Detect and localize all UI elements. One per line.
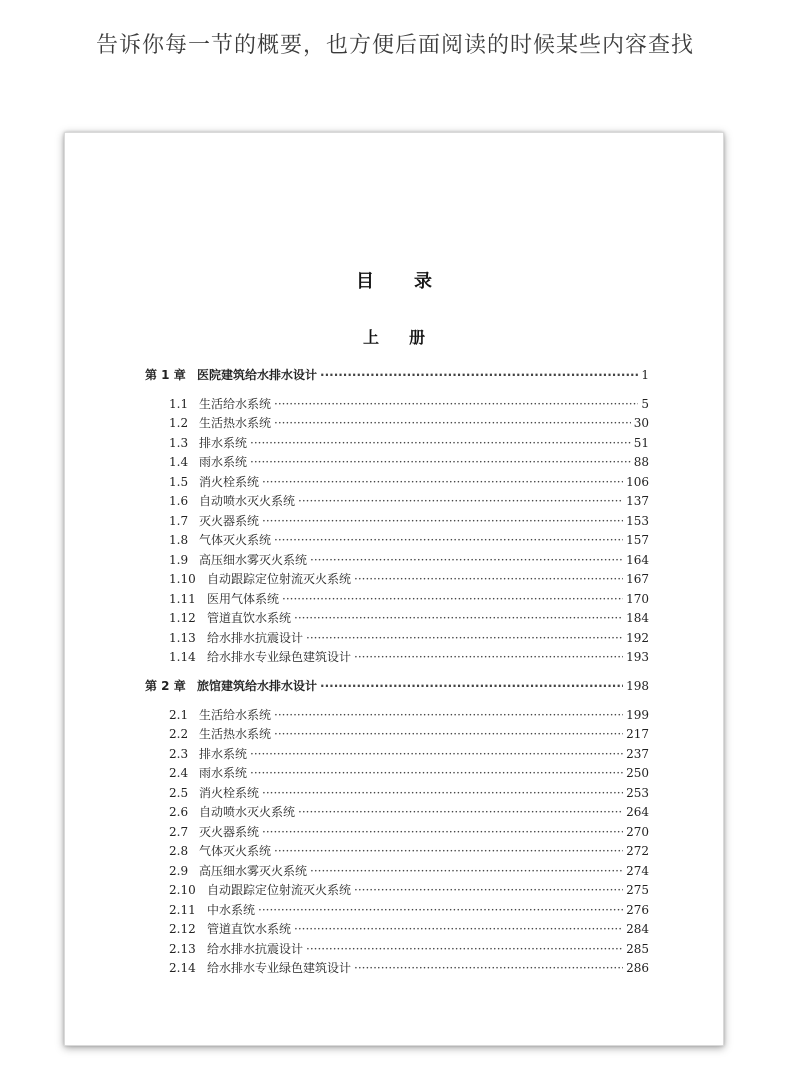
section-number: 2.3 [169,747,189,761]
section-title: 生活给水系统 [199,708,272,722]
chapter-title: 旅馆建筑给水排水设计 [197,679,318,693]
page-number: 199 [626,708,649,722]
toc-title: 目录 [356,271,472,292]
page-number: 192 [626,631,649,645]
section-title: 消火栓系统 [199,786,260,800]
section-title: 管道直饮水系统 [207,922,292,936]
section-title: 高压细水雾灭火系统 [199,553,308,567]
dot-leader [298,493,623,509]
section-number: 1.12 [169,611,196,625]
page-number: 137 [626,494,649,508]
chapter-number: 第 1 章 [145,368,186,382]
section-title: 医用气体系统 [207,592,280,606]
toc-entry[interactable] [169,591,649,607]
section-title: 气体灭火系统 [199,844,272,858]
page-number: 270 [626,825,649,839]
section-number: 2.10 [169,883,196,897]
section-number: 2.8 [169,844,189,858]
dot-leader [274,396,638,412]
dot-leader [354,649,623,665]
section-title: 自动跟踪定位射流灭火系统 [207,883,352,897]
toc-entry[interactable] [169,474,649,490]
section-title: 给水排水抗震设计 [207,942,304,956]
toc-entry[interactable] [169,726,649,742]
section-number: 1.3 [169,436,189,450]
section-number: 1.9 [169,553,189,567]
toc-entry[interactable] [169,863,649,879]
section-title: 自动跟踪定位射流灭火系统 [207,572,352,586]
page-number: 193 [626,650,649,664]
dot-leader [250,765,623,781]
dot-leader [262,824,623,840]
dot-leader [310,552,623,568]
page-number: 5 [641,397,649,411]
page-number: 106 [626,475,649,489]
section-number: 1.8 [169,533,189,547]
section-number: 1.11 [169,592,196,606]
section-title: 雨水系统 [199,455,248,469]
toc-chapter-2[interactable] [145,678,649,694]
section-title: 给水排水专业绿色建筑设计 [207,961,352,975]
toc-entry[interactable] [169,454,649,470]
banner-caption: 告诉你每一节的概要，也方便后面阅读的时候某些内容查找 [95,33,694,58]
page-number: 198 [626,679,649,693]
section-number: 2.12 [169,922,196,936]
page-number: 237 [626,747,649,761]
dot-leader [262,513,623,529]
page-number: 51 [633,436,649,450]
page-number: 276 [626,903,649,917]
toc-entry[interactable] [169,960,649,976]
toc-entry[interactable] [169,941,649,957]
section-number: 2.4 [169,766,189,780]
dot-leader [306,630,623,646]
page-number: 275 [626,883,649,897]
toc-entry[interactable] [169,824,649,840]
dot-leader [258,902,623,918]
page-number: 284 [626,922,649,936]
section-title: 排水系统 [199,436,248,450]
section-title: 高压细水雾灭火系统 [199,864,308,878]
section-title: 气体灭火系统 [199,533,272,547]
toc-entry[interactable] [169,765,649,781]
section-number: 2.11 [169,903,196,917]
section-title: 中水系统 [207,903,256,917]
dot-leader [294,610,623,626]
toc-entry[interactable] [169,649,649,665]
toc-entry[interactable] [169,746,649,762]
section-title: 生活热水系统 [199,727,272,741]
section-number: 2.6 [169,805,189,819]
chapter-number: 第 2 章 [145,679,186,693]
dot-leader [274,532,623,548]
page-number: 250 [626,766,649,780]
toc-entry[interactable] [169,882,649,898]
section-number: 2.13 [169,942,196,956]
section-title: 自动喷水灭火系统 [199,805,296,819]
dot-leader [262,474,623,490]
toc-entry[interactable] [169,493,649,509]
section-title: 自动喷水灭火系统 [199,494,296,508]
dot-leader [282,591,623,607]
section-number: 1.1 [169,397,189,411]
toc-entry[interactable] [169,843,649,859]
section-number: 1.4 [169,455,189,469]
toc-entry[interactable] [169,435,649,451]
page-number: 285 [626,942,649,956]
dot-leader [298,804,623,820]
page-number: 153 [626,514,649,528]
section-number: 1.6 [169,494,189,508]
section-title: 消火栓系统 [199,475,260,489]
toc-entry[interactable] [169,532,649,548]
section-title: 灭火器系统 [199,514,260,528]
section-title: 生活热水系统 [199,416,272,430]
page-number: 88 [633,455,649,469]
page-number: 184 [626,611,649,625]
page-number: 274 [626,864,649,878]
toc-entry[interactable] [169,921,649,937]
toc-entry[interactable] [169,707,649,723]
dot-leader [250,435,631,451]
dot-leader [354,960,623,976]
section-title: 灭火器系统 [199,825,260,839]
section-title: 生活给水系统 [199,397,272,411]
section-number: 2.5 [169,786,189,800]
toc-entry[interactable] [169,610,649,626]
page-number: 217 [626,727,649,741]
section-title: 给水排水专业绿色建筑设计 [207,650,352,664]
dot-leader [320,367,638,383]
page-number: 167 [626,572,649,586]
volume-title: 上册 [362,328,455,347]
toc-page [64,132,724,1046]
section-title: 雨水系统 [199,766,248,780]
dot-leader [250,746,623,762]
dot-leader [274,707,623,723]
toc-entry[interactable] [169,552,649,568]
page-number: 1 [641,368,649,382]
section-number: 2.14 [169,961,196,975]
chapter-title: 医院建筑给水排水设计 [197,368,318,382]
dot-leader [354,882,623,898]
section-number: 1.13 [169,631,196,645]
section-number: 2.7 [169,825,189,839]
toc-entry[interactable] [169,571,649,587]
section-number: 2.2 [169,727,189,741]
page-number: 157 [626,533,649,547]
page-number: 272 [626,844,649,858]
page-number: 264 [626,805,649,819]
page-number: 164 [626,553,649,567]
toc-entry[interactable] [169,902,649,918]
section-number: 1.14 [169,650,196,664]
dot-leader [274,843,623,859]
section-number: 1.2 [169,416,189,430]
toc-entry[interactable] [169,804,649,820]
page-number: 253 [626,786,649,800]
section-title: 管道直饮水系统 [207,611,292,625]
dot-leader [306,941,623,957]
page-number: 170 [626,592,649,606]
section-title: 给水排水抗震设计 [207,631,304,645]
dot-leader [262,785,623,801]
section-number: 2.1 [169,708,189,722]
dot-leader [320,678,623,694]
dot-leader [310,863,623,879]
toc-entry[interactable] [169,513,649,529]
toc-entry[interactable] [169,785,649,801]
dot-leader [250,454,631,470]
dot-leader [354,571,623,587]
dot-leader [274,726,623,742]
dot-leader [274,415,631,431]
toc-entry[interactable] [169,396,649,412]
section-title: 排水系统 [199,747,248,761]
toc-entry[interactable] [169,630,649,646]
section-number: 1.7 [169,514,189,528]
toc-chapter-1[interactable] [145,367,649,383]
section-number: 1.10 [169,572,196,586]
page-number: 286 [626,961,649,975]
page-number: 30 [633,416,649,430]
toc-entry[interactable] [169,415,649,431]
dot-leader [294,921,623,937]
section-number: 1.5 [169,475,189,489]
section-number: 2.9 [169,864,189,878]
